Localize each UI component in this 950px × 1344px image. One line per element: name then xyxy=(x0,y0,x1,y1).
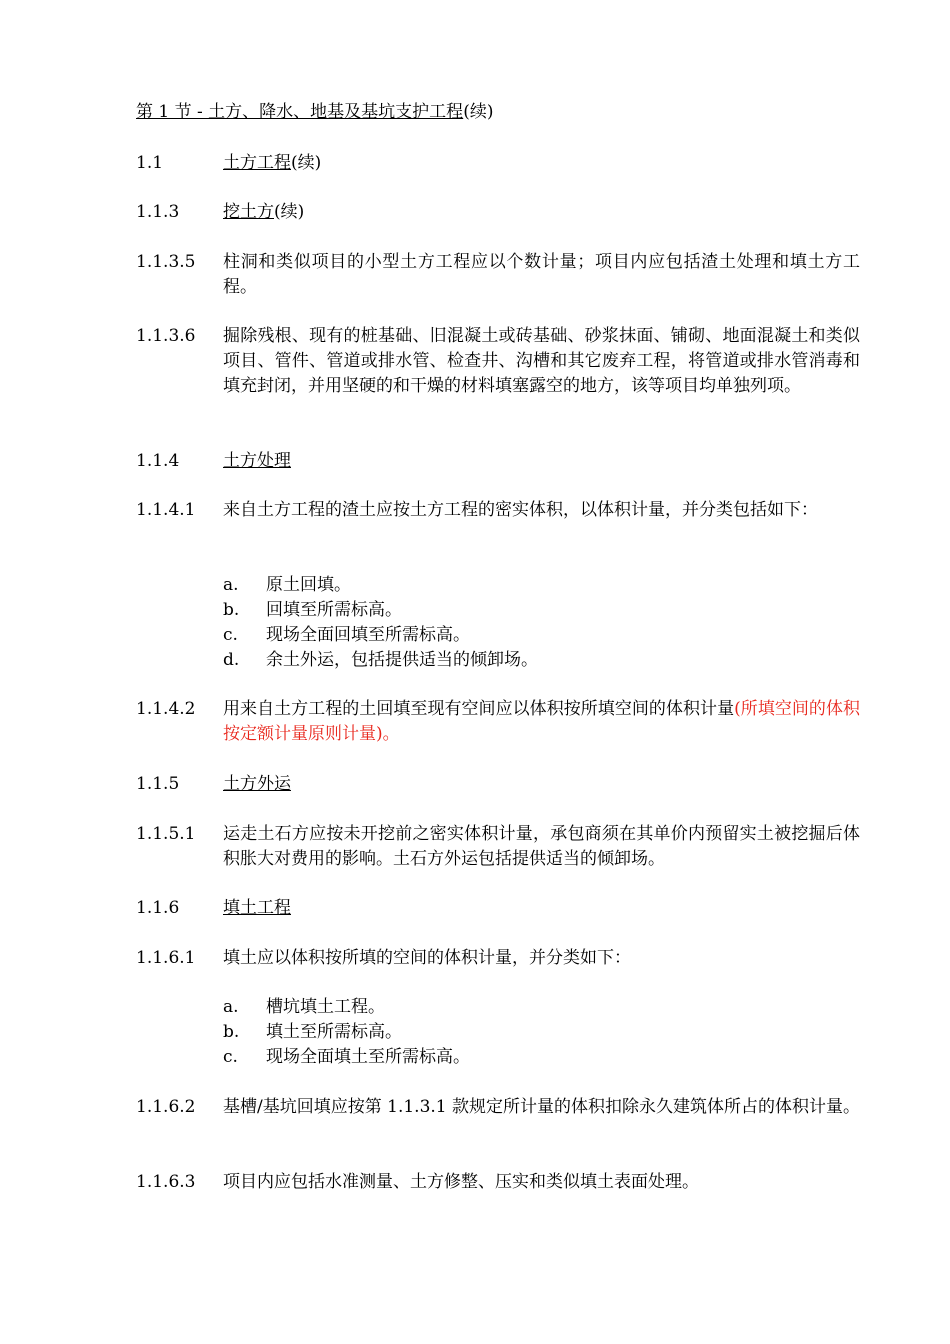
list-item xyxy=(223,648,860,673)
clause-text: 来自土方工程的渣土应按土方工程的密实体积，以体积计量，并分类包括如下： xyxy=(223,500,818,520)
clause-title: 土方工程 xyxy=(223,153,291,173)
clause-1-1 xyxy=(136,151,860,176)
clause-1-1-3-6 xyxy=(136,324,860,399)
clause-text: 掘除残根、现有的桩基础、旧混凝土或砖基础、砂浆抹面、铺砌、地面混凝土和类似项目、管件、管道或排水管、检查井、沟槽和其它废弃工程，将管道或排水管消毒和填充封闭，并用坚硬的和干燥的材料填塞露空的地方，该等项目均单独列项。 xyxy=(223,326,860,396)
list-item xyxy=(223,995,860,1020)
list-item xyxy=(223,573,860,598)
clause-number: 1.1.3 xyxy=(136,202,180,222)
clause-number: 1.1.3.5 xyxy=(136,252,196,272)
list-marker: c. xyxy=(223,625,238,645)
list-text: 余土外运，包括提供适当的倾卸场。 xyxy=(266,650,538,670)
clause-title: 填土工程 xyxy=(223,898,291,918)
clause-text: 运走土石方应按未开挖前之密实体积计量，承包商须在其单价内预留实土被挖掘后体积胀大对费用的影响。土石方外运包括提供适当的倾卸场。 xyxy=(223,824,860,869)
clause-red-note: (所填空间的体积按定额计量原则计量)。 xyxy=(223,699,860,744)
clause-1-1-6 xyxy=(136,896,860,921)
clause-text: 柱洞和类似项目的小型土方工程应以个数计量；项目内应包括渣土处理和填土方工程。 xyxy=(223,252,860,297)
clause-1-1-3-5 xyxy=(136,250,860,300)
clause-title: 土方处理 xyxy=(223,451,291,471)
list-marker: b. xyxy=(223,600,240,620)
list-marker: d. xyxy=(223,650,240,670)
list-text: 现场全面回填至所需标高。 xyxy=(266,625,470,645)
clause-1-1-6-2 xyxy=(136,1095,860,1120)
clause-number: 1.1.4 xyxy=(136,451,180,471)
clause-1-1-6-3 xyxy=(136,1170,860,1195)
clause-1-1-4-1 xyxy=(136,498,860,523)
list-item xyxy=(223,598,860,623)
clause-title: 土方外运 xyxy=(223,774,291,794)
list-item xyxy=(223,1020,860,1045)
list-marker: a. xyxy=(223,997,239,1017)
list-text: 现场全面填土至所需标高。 xyxy=(266,1047,470,1067)
clause-text: 基槽/基坑回填应按第 1.1.3.1 款规定所计量的体积扣除永久建筑体所占的体积计量。 xyxy=(223,1097,861,1117)
clause-1-1-5-1 xyxy=(136,822,860,872)
clause-number: 1.1.4.2 xyxy=(136,699,196,719)
clause-number: 1.1.4.1 xyxy=(136,500,196,520)
clause-number: 1.1.6 xyxy=(136,898,180,918)
section-heading xyxy=(136,100,860,125)
clause-text: 填土应以体积按所填的空间的体积计量，并分类如下： xyxy=(223,948,631,968)
clause-1-1-3 xyxy=(136,200,860,225)
clause-number: 1.1 xyxy=(136,153,164,173)
clause-text: 项目内应包括水准测量、土方修整、压实和类似填土表面处理。 xyxy=(223,1172,699,1192)
clause-title: 挖土方 xyxy=(223,202,274,222)
clause-1-1-6-1 xyxy=(136,946,860,971)
clause-number: 1.1.5 xyxy=(136,774,180,794)
list-marker: c. xyxy=(223,1047,238,1067)
clause-number: 1.1.3.6 xyxy=(136,326,196,346)
clause-suffix: (续) xyxy=(291,153,322,173)
list-text: 槽坑填土工程。 xyxy=(266,997,385,1017)
list-item xyxy=(223,1045,860,1070)
clause-suffix: (续) xyxy=(274,202,305,222)
list-text: 原土回填。 xyxy=(266,575,351,595)
clause-number: 1.1.6.2 xyxy=(136,1097,196,1117)
clause-1-1-4-2 xyxy=(136,697,860,747)
clause-1-1-4 xyxy=(136,449,860,474)
clause-text: 用来自土方工程的土回填至现有空间应以体积按所填空间的体积计量 xyxy=(223,699,735,719)
section-heading-suffix: (续) xyxy=(463,102,494,122)
section-heading-title: 第 1 节 - 土方、降水、地基及基坑支护工程 xyxy=(136,102,464,122)
clause-number: 1.1.6.3 xyxy=(136,1172,196,1192)
list-marker: b. xyxy=(223,1022,240,1042)
list-item xyxy=(223,623,860,648)
list-text: 回填至所需标高。 xyxy=(266,600,402,620)
clause-number: 1.1.5.1 xyxy=(136,824,196,844)
clause-number: 1.1.6.1 xyxy=(136,948,196,968)
clause-1-1-5 xyxy=(136,772,860,797)
list-text: 填土至所需标高。 xyxy=(266,1022,402,1042)
list-marker: a. xyxy=(223,575,239,595)
